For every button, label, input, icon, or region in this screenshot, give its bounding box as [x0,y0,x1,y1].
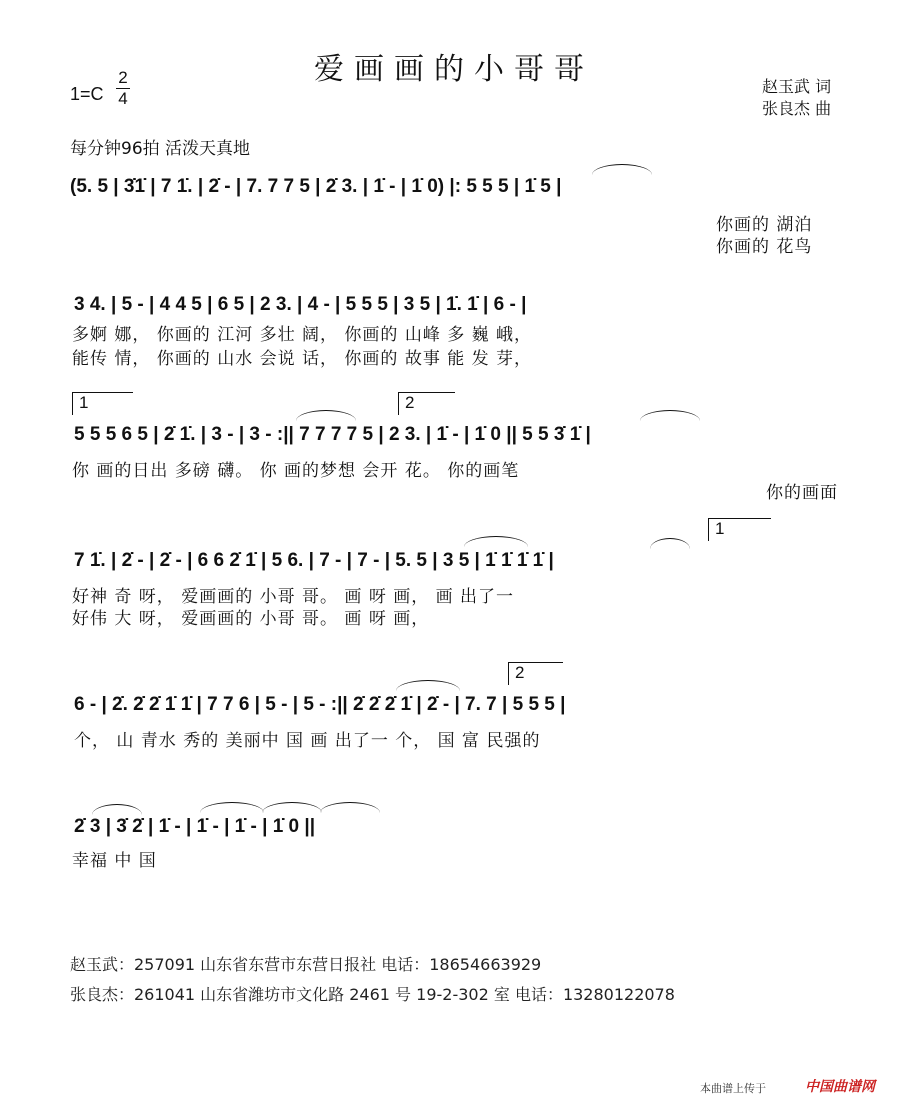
notation-row-1: (5. 5 | 3̇1̇ | 7 1̇. | 2̇ - | 7. 7 7 5 | 2̇ 3. | 1̇ - | 1̇ 0) |: 5 5 5 | 1̇ 5 | [70,176,562,197]
volta-2-label: 2 [515,663,525,682]
lyrics-row-1-verse-2: 你画的 花鸟 [716,237,813,257]
volta-2-bracket [398,392,455,415]
song-title: 爱画画的小哥哥 [314,52,594,87]
composer: 张良杰 曲 [762,99,832,118]
tie-mark [262,802,322,813]
volta-1-label: 1 [715,519,725,538]
contact-composer: 张良杰：261041 山东省潍坊市文化路 2461 号 19-2-302 室 电话：13280122078 [70,985,675,1004]
slur-mark [92,804,142,815]
tie-mark [464,536,528,547]
lyrics-row-2-verse-2: 能传 情， 你画的 山水 会说 话， 你画的 故事 能 发 芽， [72,349,533,369]
lyrics-row-4-verse-1: 好神 奇 呀， 爱画画的 小哥 哥。 画 呀 画， 画 出了一 [72,587,515,607]
tempo-marking: 每分钟96拍 活泼天真地 [70,139,251,159]
tie-mark [200,802,264,813]
lyrics-row-5-verse-1: 个， 山 青水 秀的 美丽中 国 画 出了一 个， 国 富 民强的 [74,731,541,751]
lyrics-row-4-verse-2: 好伟 大 呀， 爱画画的 小哥 哥。 画 呀 画， [72,609,430,629]
notation-row-3: 5 5 5 6 5 | 2̇ 1̇. | 3 - | 3 - :|| 7 7 7 7 5 | 2 3. | 1̇ - | 1̇ 0 || 5 5 3̇ 1̇ | [74,424,591,445]
volta-2-label: 2 [405,393,415,412]
volta-1-bracket [708,518,771,541]
notation-row-2: 3 4. | 5 - | 4 4 5 | 6 5 | 2 3. | 4 - | 5 5 5 | 3 5 | 1̇. 1̇ | 6 - | [74,294,527,315]
volta-1-bracket [72,392,133,415]
notation-row-5: 6 - | 2̇. 2̇ 2̇ 1̇ 1̇ | 7 7 6 | 5 - | 5 - :|| 2̇ 2̇ 2̇ 1̇ | 2̇ - | 7. 7 | 5 5 5 | [74,694,566,715]
tie-mark [640,410,700,421]
lyrics-row-1-verse-1: 你画的 湖泊 [716,215,813,235]
volta-1-label: 1 [79,393,89,412]
lyricist: 赵玉武 词 [762,77,832,96]
score-row-5 [0,690,908,730]
site-logo[interactable]: 中国曲谱网 [805,1079,875,1095]
meter-bottom: 4 [118,89,128,108]
time-signature [116,68,130,109]
notation-row-6: 2̇ 3 | 3̇ 2̇ | 1̇ - | 1̇ - | 1̇ - | 1̇ 0 || [74,816,316,837]
tie-mark [320,802,380,813]
slur-mark [650,538,690,549]
tie-mark [396,680,460,691]
score-row-4 [0,546,908,586]
tie-mark [296,410,356,421]
key-signature: 1=C [70,84,104,104]
lyrics-row-3-verse-2: 你的画面 [766,483,838,503]
lyrics-row-2-verse-1: 多婀 娜， 你画的 江河 多壮 阔， 你画的 山峰 多 巍 峨， [72,325,533,345]
upload-note: 本曲谱上传于 [700,1082,766,1095]
meter-top: 2 [118,68,128,87]
score-row-3 [0,420,908,460]
volta-2-bracket [508,662,563,685]
lyrics-row-3-verse-1: 你 画的日出 多磅 礴。 你 画的梦想 会开 花。 你的画笔 [72,461,520,481]
score-row-1 [0,172,908,212]
tie-mark [592,164,652,175]
credits [762,76,831,120]
notation-row-4: 7 1̇. | 2̇ - | 2̇ - | 6 6 2̇ 1̇ | 5 6. | 7 - | 7 - | 5. 5 | 3 5 | 1̇ 1̇ 1̇ 1̇ | [74,550,554,571]
lyrics-row-6-verse-1: 幸福 中 国 [72,851,157,871]
contact-lyricist: 赵玉武：257091 山东省东营市东营日报社 电话：18654663929 [70,955,542,974]
